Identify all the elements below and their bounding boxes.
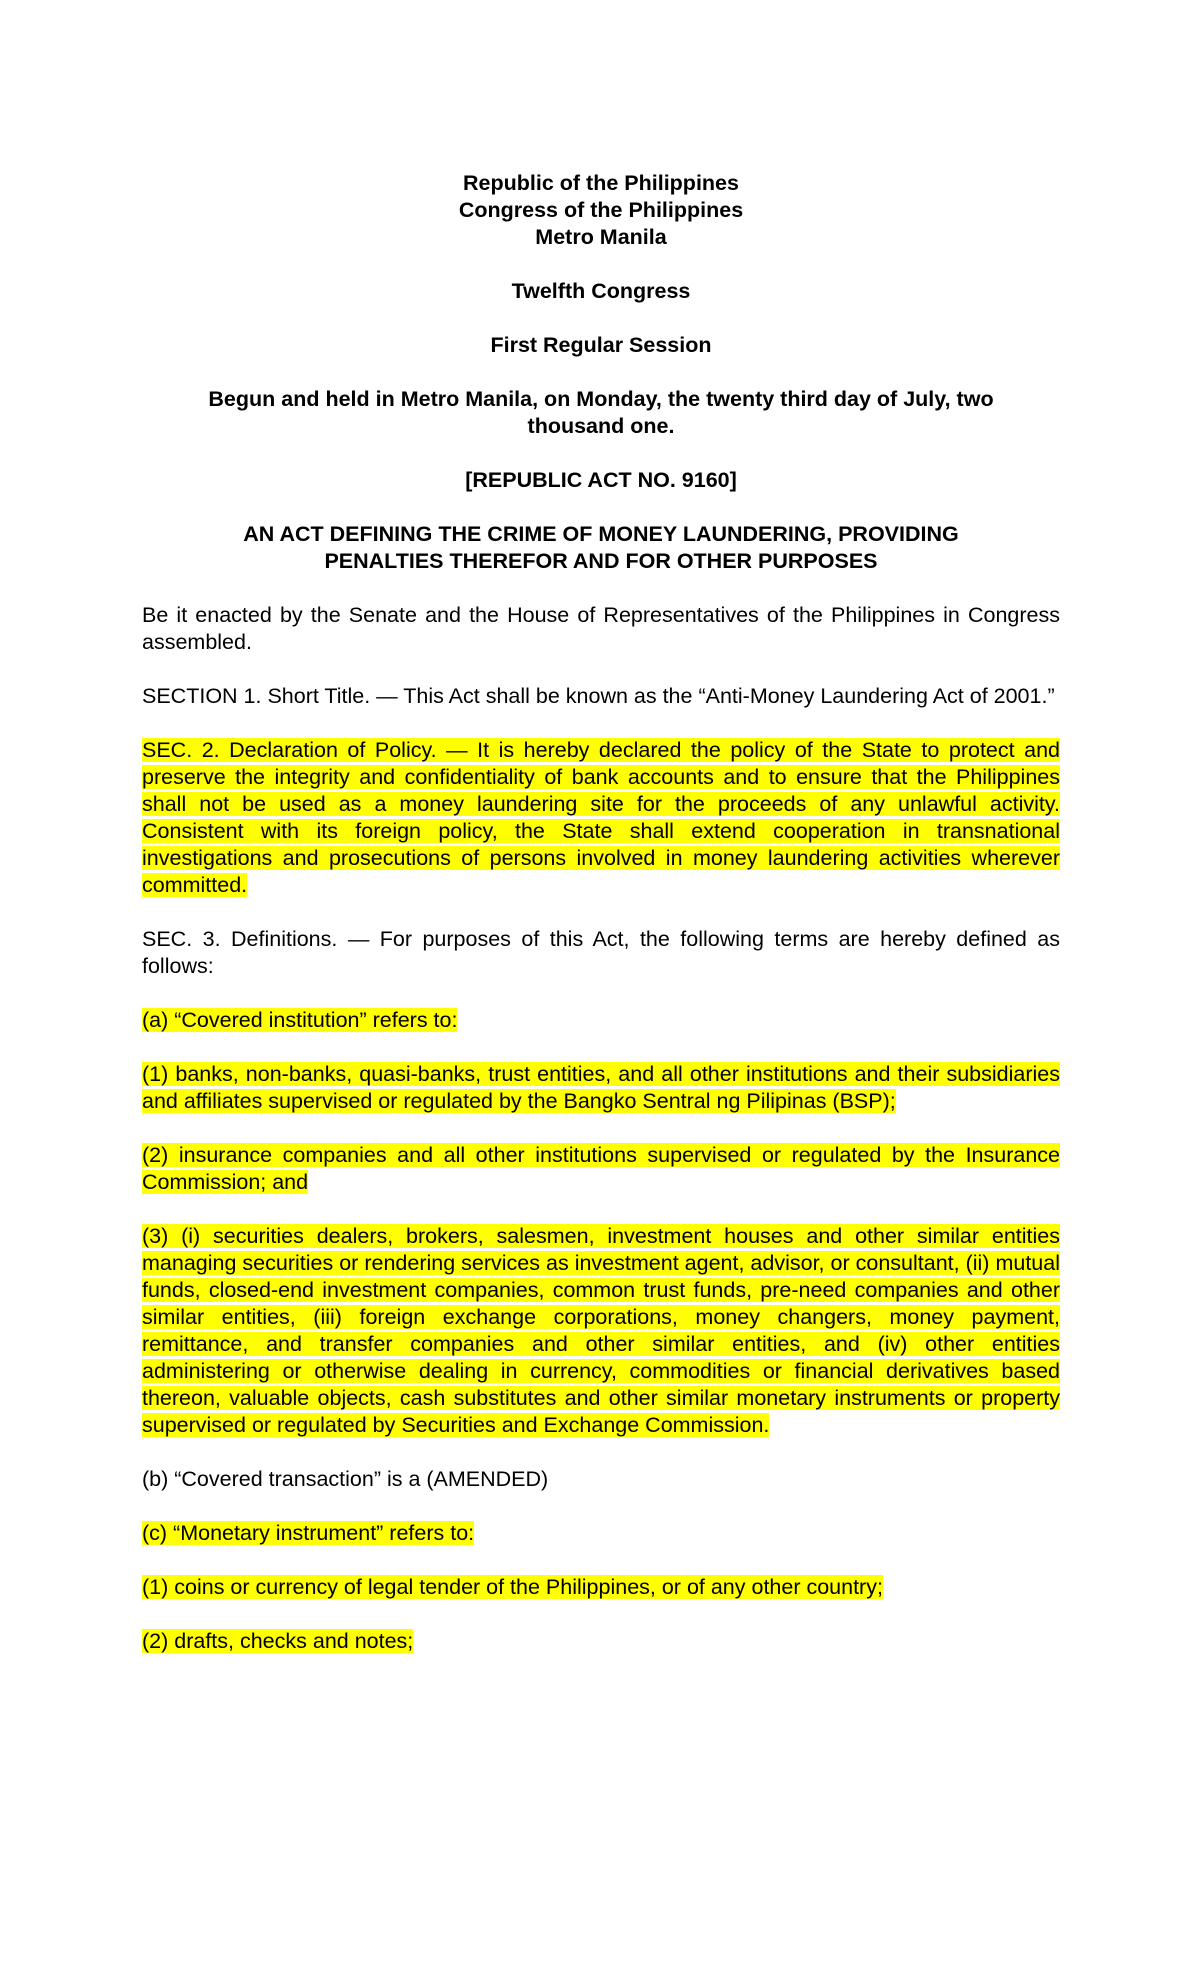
section-1-text: SECTION 1. Short Title. — This Act shall be known as the “Anti-Money Laundering Act of 2001.”	[142, 684, 1055, 708]
definition-a-item-2	[142, 1142, 1060, 1196]
definition-c-item-1-text: (1) coins or currency of legal tender of the Philippines, or of any other country;	[142, 1575, 883, 1599]
header-congress: Congress of the Philippines	[458, 198, 744, 222]
document-content	[142, 170, 1060, 1682]
header-begun-clause: Begun and held in Metro Manila, on Monday, the twenty third day of July, two thousand one.	[208, 387, 994, 438]
definition-a-item-3-text: (3) (i) securities dealers, brokers, salesmen, investment houses and other similar entities managing securities or rendering services as investment agent, advisor, or consultant, (ii) mutual funds, closed-end investment companies, common trust funds, pre-need companies and other similar entities, (iii) foreign exchange corporations, money changers, money payment, remittance, and transfer companies and other similar entities, and (iv) other entities administering or otherwise dealing in currency, commodities or financial derivatives based thereon, valuable objects, cash substitutes and other similar monetary instruments or property supervised or regulated by Securities and Exchange Commission.	[142, 1224, 1060, 1437]
section-3-text: SEC. 3. Definitions. — For purposes of this Act, the following terms are hereby defined as follows:	[142, 927, 1060, 978]
section-3	[142, 926, 1060, 980]
definition-a-item-3	[142, 1223, 1060, 1439]
section-2-text-highlighted: SEC. 2. Declaration of Policy. — It is hereby declared the policy of the State to protect and preserve the integrity and confidentiality of bank accounts and to ensure that the Philippines shall not be used as a money laundering site for the proceeds of any unlawful activity. Consistent with its foreign policy, the State shall extend cooperation in transnational investigations and prosecutions of persons involved in money laundering activities wherever committed.	[142, 738, 1060, 897]
definition-c-text-highlighted: (c) “Monetary instrument” refers to:	[142, 1521, 475, 1545]
definition-a	[142, 1007, 1060, 1034]
act-title-line-1: AN ACT DEFINING THE CRIME OF MONEY LAUNDERING, PROVIDING	[243, 522, 959, 546]
definition-a-item-1-text: (1) banks, non-banks, quasi-banks, trust entities, and all other institutions and their subsidiaries and affiliates supervised or regulated by the Bangko Sentral ng Pilipinas (BSP);	[142, 1062, 1060, 1113]
enacting-clause-text: Be it enacted by the Senate and the House of Representatives of the Philippines in Congress assembled.	[142, 603, 1060, 654]
header-congress-number: Twelfth Congress	[511, 279, 691, 303]
header-republic: Republic of the Philippines	[463, 171, 739, 195]
header-session: First Regular Session	[490, 333, 712, 357]
section-1	[142, 683, 1060, 710]
document-body	[142, 602, 1060, 1655]
enacting-clause	[142, 602, 1060, 656]
definition-a-item-1	[142, 1061, 1060, 1115]
section-2	[142, 737, 1060, 899]
definition-c-item-1	[142, 1574, 1060, 1601]
definition-c-item-2	[142, 1628, 1060, 1655]
definition-b-text: (b) “Covered transaction” is a (AMENDED)	[142, 1467, 549, 1491]
definition-c-item-2-text: (2) drafts, checks and notes;	[142, 1629, 414, 1653]
definition-a-text-highlighted: (a) “Covered institution” refers to:	[142, 1008, 458, 1032]
header-location: Metro Manila	[535, 225, 667, 249]
definition-a-item-2-text: (2) insurance companies and all other institutions supervised or regulated by the Insurance Commission; and	[142, 1143, 1060, 1194]
definition-c	[142, 1520, 1060, 1547]
document-header	[142, 170, 1060, 602]
act-number: [REPUBLIC ACT NO. 9160]	[465, 468, 737, 492]
act-title-line-2: PENALTIES THEREFOR AND FOR OTHER PURPOSES	[324, 549, 878, 573]
definition-b	[142, 1466, 1060, 1493]
